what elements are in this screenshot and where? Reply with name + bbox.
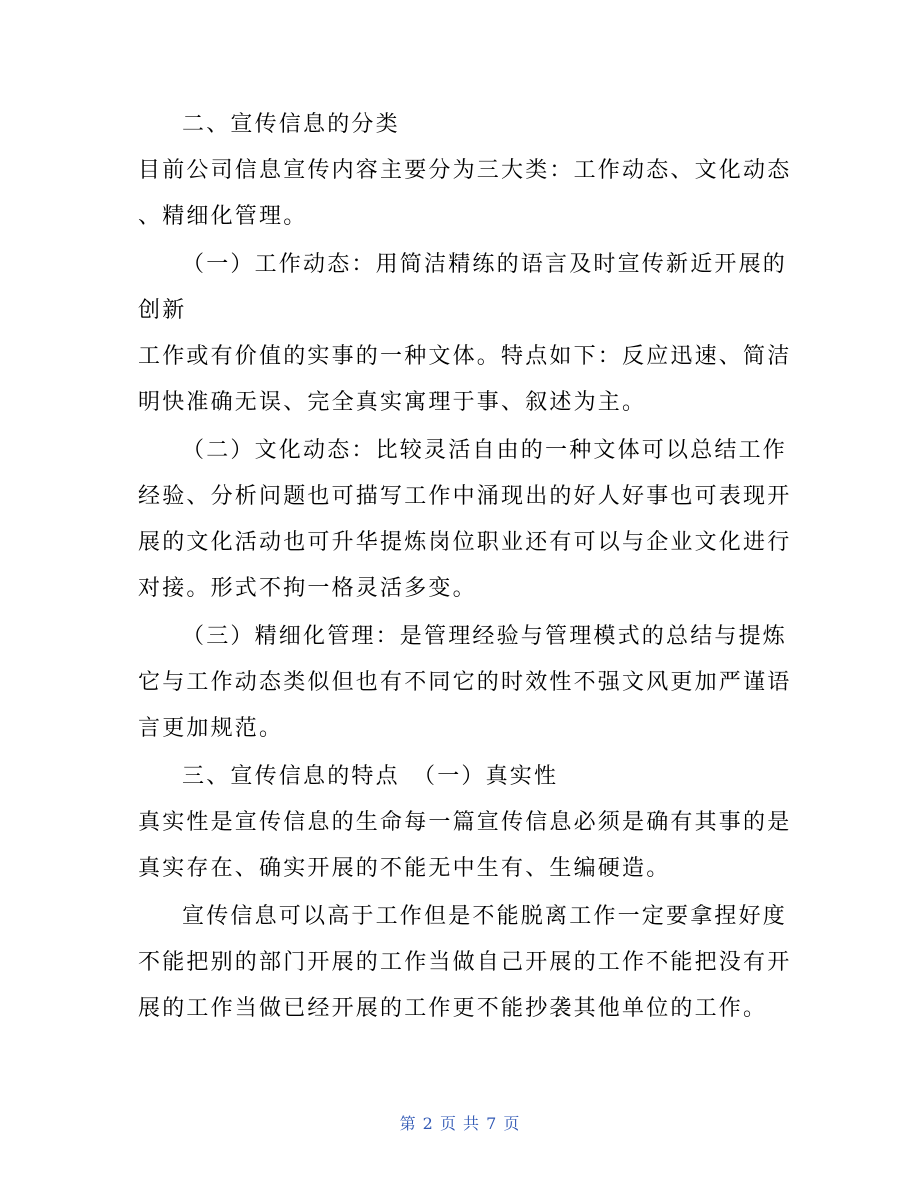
page-number-footer: 第 2 页 共 7 页 [399, 1114, 521, 1133]
paragraph-line: 宣传信息可以高于工作但是不能脱离工作一定要拿捏好度 [182, 904, 788, 929]
paragraph-line: 不能把别的部门开展的工作当做自己开展的工作不能把没有开 [138, 950, 792, 975]
paragraph-line: 、精细化管理。 [138, 204, 308, 229]
paragraph-line: 目前公司信息宣传内容主要分为三大类：工作动态、文化动态 [138, 158, 792, 183]
paragraph-line: 它与工作动态类似但也有不同它的时效性不强文风更加严谨语 [138, 670, 792, 695]
paragraph-line: 展的文化活动也可升华提炼岗位职业还有可以与企业文化进行 [138, 530, 792, 555]
paragraph-line: 言更加规范。 [138, 716, 284, 741]
paragraph-line: 明快准确无误、完全真实寓理于事、叙述为主。 [138, 390, 647, 415]
paragraph-line: 工作或有价值的实事的一种文体。特点如下：反应迅速、简洁 [138, 344, 792, 369]
paragraph-line: 真实存在、确实开展的不能无中生有、生编硬造。 [138, 856, 671, 881]
paragraph-line: （三）精细化管理：是管理经验与管理模式的总结与提炼 [182, 624, 788, 649]
paragraph-line: （二）文化动态：比较灵活自由的一种文体可以总结工作 [182, 438, 788, 463]
paragraph-line: （一）工作动态：用简洁精练的语言及时宣传新近开展的 [182, 252, 788, 277]
section-heading: 二、宣传信息的分类 [182, 112, 400, 137]
paragraph-line: 真实性是宣传信息的生命每一篇宣传信息必须是确有其事的是 [138, 810, 792, 835]
paragraph-line: 展的工作当做已经开展的工作更不能抄袭其他单位的工作。 [138, 996, 768, 1021]
section-heading: 三、宣传信息的特点 （一）真实性 [182, 764, 559, 789]
paragraph-line: 对接。形式不拘一格灵活多变。 [138, 576, 477, 601]
paragraph-line: 经验、分析问题也可描写工作中涌现出的好人好事也可表现开 [138, 484, 792, 509]
paragraph-line: 创新 [138, 298, 187, 323]
